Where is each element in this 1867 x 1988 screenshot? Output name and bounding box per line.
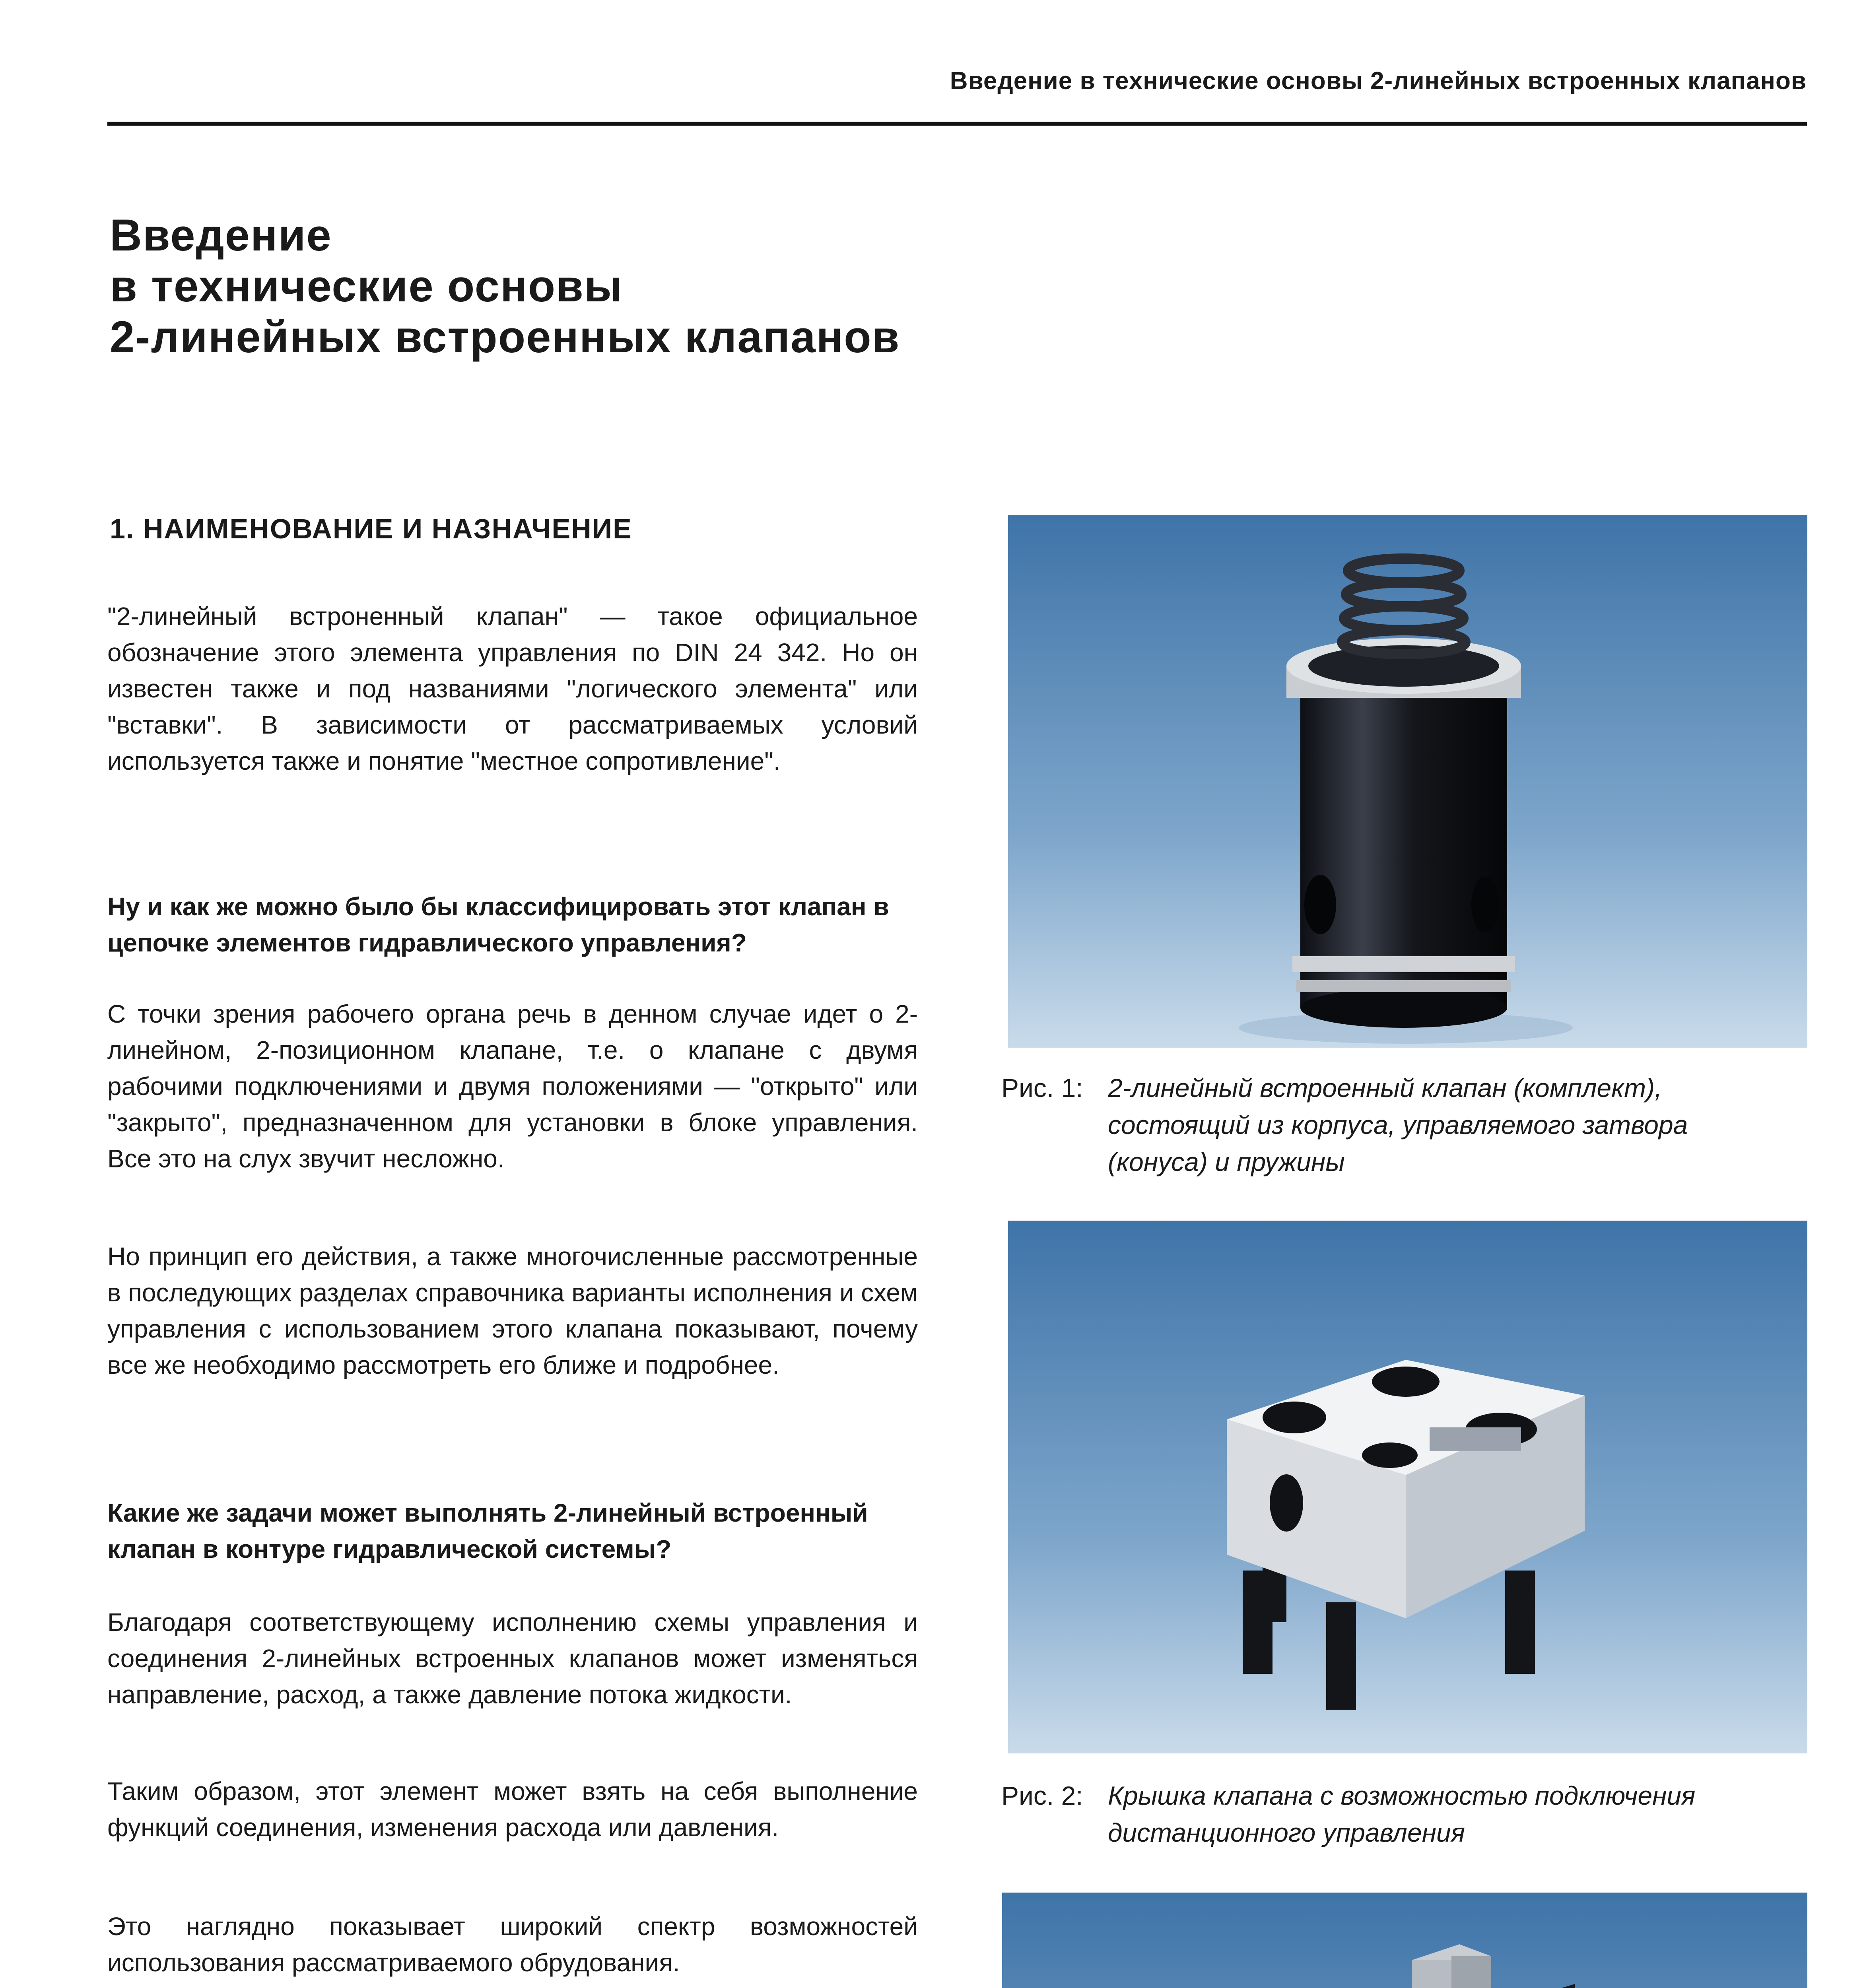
- question-classification: Ну и как же можно было бы классифицировать этот клапан в цепочке элементов гидравлического управления?: [107, 892, 889, 957]
- paragraph-principle: Но принцип его действия, а также многочисленные рассмотренные в последующих разделах справочника варианты исполнения и схем управления с использованием этого клапана показывают, почему все же необходимо рассмотреть его ближе и подробнее.: [107, 1242, 918, 1379]
- figure-1-photo: [1008, 515, 1807, 1048]
- figure-1-caption: [1001, 1070, 1809, 1185]
- paragraph-tasks: Благодаря соответствующему исполнению схемы управления и соединения 2-линейных встроенных клапанов может изменяться направление, расход, а также давление потока жидкости.: [107, 1608, 918, 1709]
- section-heading: 1. НАИМЕНОВАНИЕ И НАЗНАЧЕНИЕ: [110, 513, 632, 544]
- figure-1-caption-text: 2-линейный встроенный клапан (комплект), состоящий из корпуса, управляемого затвора (конуса) и пружины: [1108, 1073, 1688, 1176]
- valve-cover-photo-icon: [1008, 1221, 1807, 1753]
- paragraph-range: Это наглядно показывает широкий спектр возможностей использования рассматриваемого обрудования.: [107, 1912, 918, 1977]
- valve-cartridge-photo-icon: [1008, 515, 1807, 1048]
- page-title: Введение в технические основы 2-линейных встроенных клапанов: [110, 210, 900, 362]
- figure-2-photo: [1008, 1221, 1807, 1753]
- paragraph-classification: С точки зрения рабочего органа речь в денном случае идет о 2-линейном, 2-позиционном клапане, т.е. о клапане с двумя рабочими подключениями и двумя положениями — "открыто" или "закрыто", предназначенном для установки в блоке управления. Все это на слух звучит несложно.: [107, 1000, 918, 1173]
- paragraph-designation: "2-линейный встроненный клапан" — такое официальное обозначение этого элемента управления по DIN 24 342. Но он известен также и под названиями "логического элемента" или "вставки". В зависимости от рассматриваемых условий используется также и понятие "местное сопротивление".: [107, 602, 918, 775]
- figure-2-caption: [1001, 1777, 1809, 1857]
- running-header: Введение в технические основы 2-линейных встроенных клапанов: [950, 67, 1807, 95]
- header-divider: [107, 122, 1807, 126]
- question-tasks: Какие же задачи может выполнять 2-линейный встроенный клапан в контуре гидравлической системы?: [107, 1499, 868, 1563]
- cover-with-pilot-valve-photo-icon: [1002, 1893, 1807, 1988]
- figure-3-photo: [1002, 1893, 1807, 1988]
- figure-2-caption-text: Крышка клапана с возможностью подключения дистанционного управления: [1108, 1781, 1696, 1847]
- paragraph-functions: Таким образом, этот элемент может взять на себя выполнение функций соединения, изменения расхода или давления.: [107, 1777, 918, 1842]
- figure-2-label: Рис. 2:: [1001, 1781, 1083, 1810]
- figure-1-label: Рис. 1:: [1001, 1073, 1083, 1103]
